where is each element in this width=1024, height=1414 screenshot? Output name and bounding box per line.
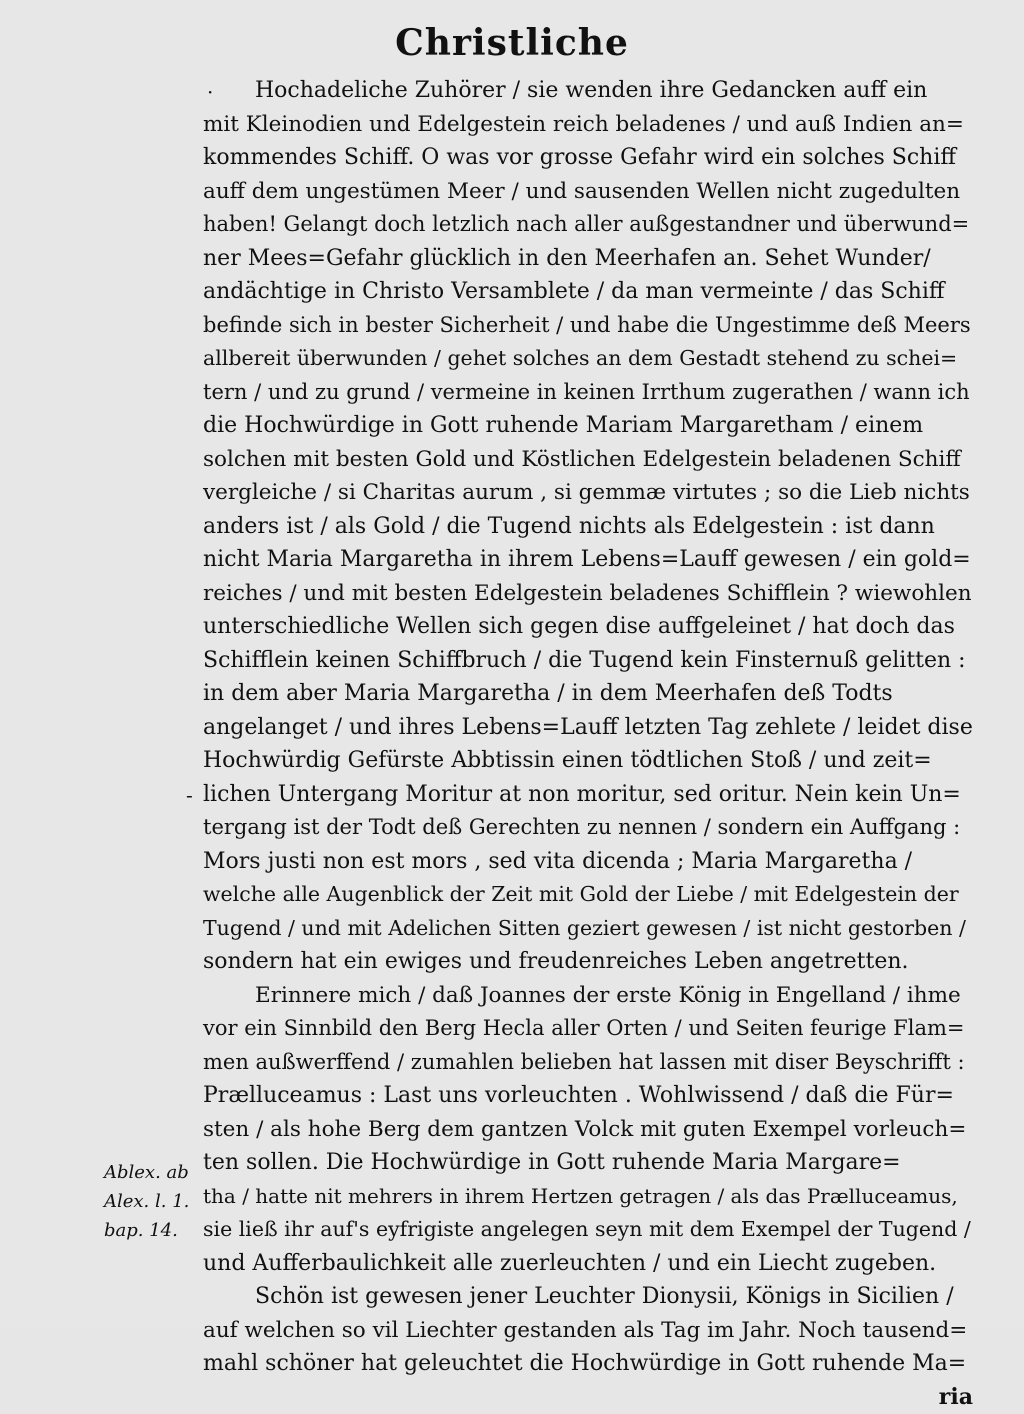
- margin-dot: ·: [207, 80, 213, 104]
- text-line: andächtige in Christo Versamblete / da man vermeinte / das Schiff: [203, 275, 973, 309]
- text-line: und Aufferbaulichkeit alle zuerleuchten / und ein Liecht zugeben.: [203, 1247, 973, 1281]
- text-line: tern / und zu grund / vermeine in keinen Irrthum zugerathen / wann ich: [203, 376, 973, 410]
- text-line: Mors justi non est mors , sed vita dicenda ; Maria Margaretha /: [203, 845, 973, 879]
- text-line: welche alle Augenblick der Zeit mit Gold der Liebe / mit Edelgestein der: [203, 878, 973, 912]
- text-line: unterschiedliche Wellen sich gegen dise auffgeleinet / hat doch das: [203, 610, 973, 644]
- text-line: anders ist / als Gold / die Tugend nichts als Edelgestein : ist dann: [203, 510, 973, 544]
- text-line: die Hochwürdige in Gott ruhende Mariam Margaretham / einem: [203, 409, 973, 443]
- text-line: Schifflein keinen Schiffbruch / die Tugend kein Finsternuß gelitten :: [203, 644, 973, 678]
- text-line: sie ließ ihr auf's eyfrigiste angelegen seyn mit dem Exempel der Tugend /: [203, 1213, 973, 1247]
- margin-note-line: Alex. l. 1.: [104, 1187, 189, 1216]
- margin-note: [104, 1158, 189, 1245]
- catchword: ria: [203, 1381, 973, 1414]
- text-line: tha / hatte nit mehrers in ihrem Hertzen getragen / als das Prælluceamus,: [203, 1180, 973, 1214]
- running-head: Christliche: [0, 22, 1024, 64]
- text-line: mit Kleinodien und Edelgestein reich beladenes / und auß Indien an=: [203, 108, 973, 142]
- text-line: allbereit überwunden / gehet solches an dem Gestadt stehend zu schei=: [203, 342, 973, 376]
- margin-note-line: bap. 14.: [104, 1216, 189, 1245]
- text-line: sondern hat ein ewiges und freudenreiches Leben angetretten.: [203, 945, 973, 979]
- text-line: Hochadeliche Zuhörer / sie wenden ihre Gedancken auff ein: [203, 74, 973, 108]
- text-line: Tugend / und mit Adelichen Sitten geziert gewesen / ist nicht gestorben /: [203, 912, 973, 946]
- text-line: ten sollen. Die Hochwürdige in Gott ruhende Maria Margare=: [203, 1146, 973, 1180]
- text-line: sten / als hohe Berg dem gantzen Volck mit guten Exempel vorleuch=: [203, 1113, 973, 1147]
- text-line: nicht Maria Margaretha in ihrem Lebens=Lauff gewesen / ein gold=: [203, 543, 973, 577]
- text-line: vor ein Sinnbild den Berg Hecla aller Orten / und Seiten feurige Flam=: [203, 1012, 973, 1046]
- text-line: auf welchen so vil Liechter gestanden als Tag im Jahr. Noch tausend=: [203, 1314, 973, 1348]
- text-line: Prælluceamus : Last uns vorleuchten . Wohlwissend / daß die Für=: [203, 1079, 973, 1113]
- text-line: befinde sich in bester Sicherheit / und habe die Ungestimme deß Meers: [203, 309, 973, 343]
- text-line: tergang ist der Todt deß Gerechten zu nennen / sondern ein Auffgang :: [203, 811, 973, 845]
- text-line: vergleiche / si Charitas aurum , si gemmæ virtutes ; so die Lieb nichts: [203, 476, 973, 510]
- text-line: mahl schöner hat geleuchtet die Hochwürdige in Gott ruhende Ma=: [203, 1347, 973, 1381]
- margin-note-line: Ablex. ab: [104, 1158, 189, 1187]
- text-line: men außwerffend / zumahlen belieben hat lassen mit diser Beyschrifft :: [203, 1046, 973, 1080]
- text-line: ner Mees=Gefahr glücklich in den Meerhafen an. Sehet Wunder/: [203, 242, 973, 276]
- text-line: auff dem ungestümen Meer / und sausenden Wellen nicht zugedulten: [203, 175, 973, 209]
- text-line: angelanget / und ihres Lebens=Lauff letzten Tag zehlete / leidet dise: [203, 711, 973, 745]
- text-line: Erinnere mich / daß Joannes der erste König in Engelland / ihme: [203, 979, 973, 1013]
- text-line: haben! Gelangt doch letzlich nach aller außgestandner und überwund=: [203, 208, 973, 242]
- text-line: Schön ist gewesen jener Leuchter Dionysii, Königs in Sicilien /: [203, 1280, 973, 1314]
- text-line: Hochwürdig Gefürste Abbtissin einen tödtlichen Stoß / und zeit=: [203, 744, 973, 778]
- text-line: kommendes Schiff. O was vor grosse Gefahr wird ein solches Schiff: [203, 141, 973, 175]
- body-text: [203, 74, 973, 1414]
- text-line: in dem aber Maria Margaretha / in dem Meerhafen deß Todts: [203, 677, 973, 711]
- text-line: solchen mit besten Gold und Köstlichen Edelgestein beladenen Schiff: [203, 443, 973, 477]
- text-line: reiches / und mit besten Edelgestein beladenes Schifflein ? wiewohlen: [203, 577, 973, 611]
- text-line: lichen Untergang Moritur at non moritur, sed oritur. Nein kein Un=: [203, 778, 973, 812]
- margin-dash: -: [186, 783, 193, 807]
